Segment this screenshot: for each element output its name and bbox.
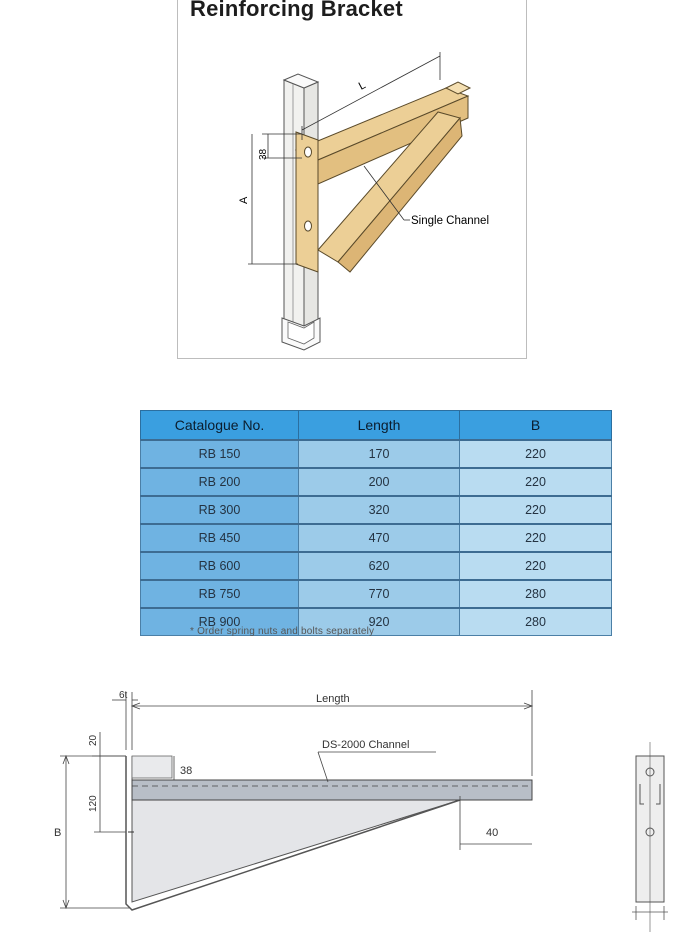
cell-length: 170: [299, 440, 460, 468]
dimension-20-label: 20: [88, 734, 99, 746]
cell-length: 620: [299, 552, 460, 580]
dimension-38-label: 38: [258, 148, 269, 160]
channel-callout: DS-2000 Channel: [322, 739, 410, 751]
bracket-side-profile: [126, 756, 460, 910]
dimension-B-label: B: [54, 827, 62, 839]
cell-catalogue-no: RB 300: [141, 496, 299, 524]
single-channel-callout: Single Channel: [411, 215, 490, 227]
cell-catalogue-no: RB 600: [141, 552, 299, 580]
cell-length: 470: [299, 524, 460, 552]
cell-b: 220: [460, 440, 612, 468]
cell-length: 770: [299, 580, 460, 608]
header-b: B: [460, 411, 612, 441]
ds2000-channel-profile: [132, 780, 532, 800]
cell-catalogue-no: RB 150: [141, 440, 299, 468]
table-row: [141, 552, 612, 580]
dimension-38-side: [132, 756, 174, 780]
dimension-40-label: 40: [486, 827, 499, 839]
cell-catalogue-no: RB 900: [141, 608, 299, 636]
header-catalogue-no: Catalogue No.: [141, 411, 299, 441]
page-title: Reinforcing Bracket: [190, 0, 403, 21]
dimension-38-side-label: 38: [180, 765, 193, 777]
table-row: [141, 440, 612, 468]
dimension-6t-label: 6t: [119, 690, 128, 701]
cell-catalogue-no: RB 750: [141, 580, 299, 608]
cell-b: 220: [460, 524, 612, 552]
cell-b: 220: [460, 468, 612, 496]
table-row: [141, 524, 612, 552]
dimension-A-label: A: [238, 196, 250, 204]
catalogue-table: [140, 410, 612, 636]
cell-b: 220: [460, 552, 612, 580]
cell-length: 320: [299, 496, 460, 524]
dimension-40: [460, 796, 532, 850]
cell-length: 920: [299, 608, 460, 636]
dimension-L-label: L: [356, 79, 368, 93]
table-row: [141, 496, 612, 524]
cell-length: 200: [299, 468, 460, 496]
isometric-drawing-frame: [177, 0, 527, 359]
table-footnote: * Order spring nuts and bolts separately: [190, 626, 375, 637]
cell-b: 280: [460, 608, 612, 636]
dimension-length-label: Length: [316, 693, 350, 705]
table-row: [141, 580, 612, 608]
cell-b: 220: [460, 496, 612, 524]
side-view-drawing: [0, 680, 687, 937]
cell-b: 280: [460, 580, 612, 608]
channel-callout-leader: [318, 752, 436, 782]
cell-catalogue-no: RB 450: [141, 524, 299, 552]
header-length: Length: [299, 411, 460, 441]
bracket-isometric-drawing: [178, 0, 526, 358]
bracket-back-plate: [296, 132, 318, 272]
cell-catalogue-no: RB 200: [141, 468, 299, 496]
table-header-row: [141, 411, 612, 441]
dimension-120-label: 120: [88, 795, 99, 812]
end-view: [632, 742, 668, 932]
table-row: [141, 468, 612, 496]
